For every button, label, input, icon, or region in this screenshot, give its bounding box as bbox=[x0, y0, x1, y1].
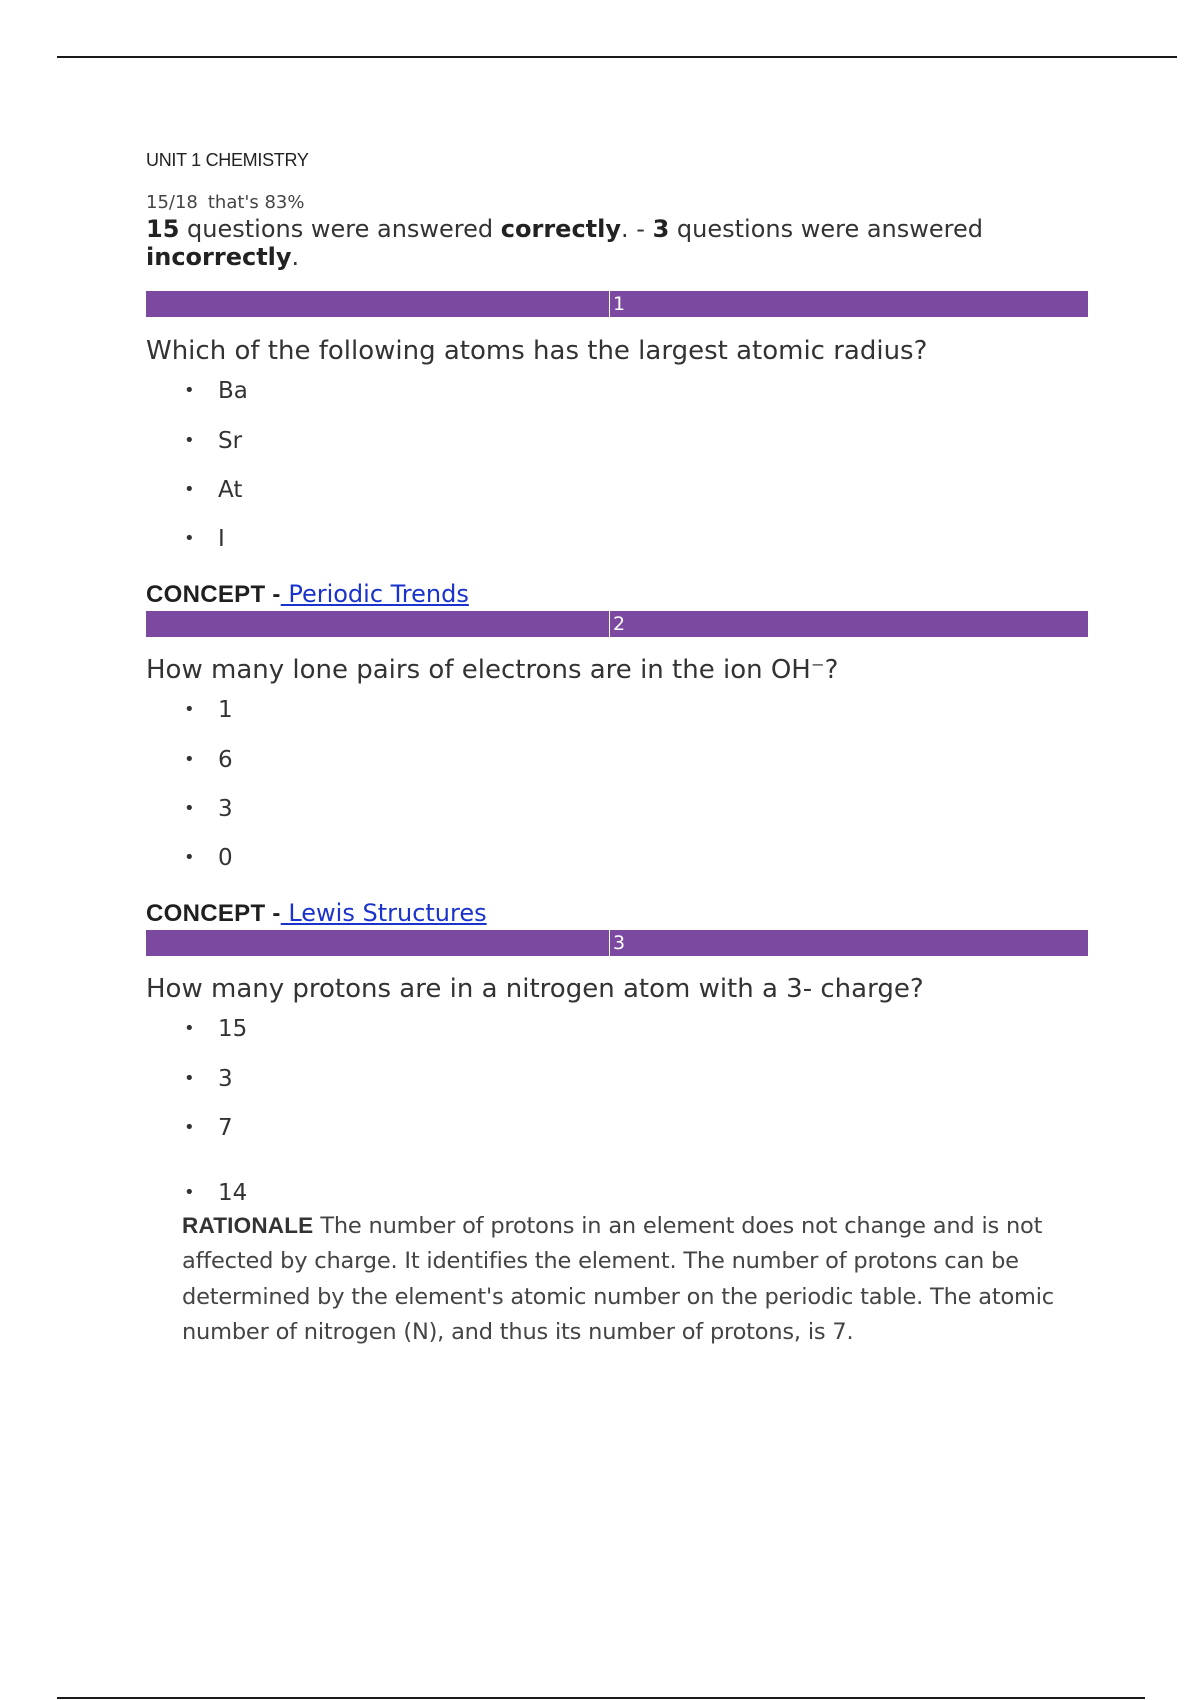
answer-option-label: At bbox=[218, 477, 243, 503]
bullet-icon: • bbox=[184, 479, 195, 500]
bullet-icon: • bbox=[184, 380, 195, 401]
bullet-icon: • bbox=[184, 528, 195, 549]
correct-count: 15 bbox=[146, 215, 180, 243]
footer-rule bbox=[57, 1697, 1145, 1699]
bullet-icon: • bbox=[184, 699, 195, 720]
bullet-icon: • bbox=[184, 1018, 195, 1039]
answer-option-label: 3 bbox=[218, 796, 233, 822]
results-summary bbox=[146, 215, 1046, 271]
question-header-bar bbox=[146, 930, 1088, 956]
answer-option-label: 14 bbox=[218, 1180, 248, 1206]
concept-link-lewis-structures[interactable]: Lewis Structures bbox=[280, 899, 487, 927]
answer-option bbox=[184, 845, 233, 871]
rationale-label: RATIONALE bbox=[182, 1213, 314, 1238]
answer-option-label: I bbox=[218, 526, 225, 552]
incorrect-word: incorrectly bbox=[146, 243, 292, 271]
bullet-icon: • bbox=[184, 430, 195, 451]
answer-option-label: 7 bbox=[218, 1115, 233, 1141]
concept-line bbox=[146, 899, 487, 928]
answer-option bbox=[184, 1066, 233, 1092]
score-fraction: 15/18 bbox=[146, 192, 198, 213]
answer-option-label: Sr bbox=[218, 428, 243, 454]
concept-label: CONCEPT - bbox=[146, 581, 281, 608]
answer-option-label: Ba bbox=[218, 378, 248, 404]
bullet-icon: • bbox=[184, 1182, 195, 1203]
question-number: 3 bbox=[609, 930, 625, 956]
question-header-bar bbox=[146, 291, 1088, 317]
answer-option-label: 1 bbox=[218, 697, 233, 723]
answer-option-label: 3 bbox=[218, 1066, 233, 1092]
answer-option bbox=[184, 526, 225, 552]
question-text: Which of the following atoms has the largest atomic radius? bbox=[146, 336, 928, 366]
answer-option bbox=[184, 1115, 233, 1141]
answer-option-label: 6 bbox=[218, 747, 233, 773]
summary-text: . - bbox=[621, 215, 653, 243]
document-title: UNIT 1 CHEMISTRY bbox=[146, 150, 309, 170]
summary-text: . bbox=[291, 243, 300, 271]
bullet-icon: • bbox=[184, 749, 195, 770]
answer-option-label: 0 bbox=[218, 845, 233, 871]
concept-line bbox=[146, 580, 469, 609]
question-text: How many lone pairs of electrons are in the ion OH⁻? bbox=[146, 655, 839, 685]
concept-link-periodic-trends[interactable]: Periodic Trends bbox=[280, 580, 469, 608]
question-text: How many protons are in a nitrogen atom with a 3- charge? bbox=[146, 974, 924, 1004]
score-percent: that's 83% bbox=[207, 192, 305, 213]
question-number: 1 bbox=[609, 291, 625, 317]
answer-option bbox=[184, 1016, 247, 1042]
bullet-icon: • bbox=[184, 1117, 195, 1138]
bullet-icon: • bbox=[184, 847, 195, 868]
rationale-text: The number of protons in an element does not change and is not affected by charge. It identifies the element. The number of protons can be determined by the element's atomic number on the periodic table. The atomic number of nitrogen (N), and thus its number of protons, is 7. bbox=[182, 1213, 1054, 1346]
score-line bbox=[146, 192, 304, 213]
answer-option bbox=[184, 796, 233, 822]
summary-text: questions were answered bbox=[179, 215, 501, 243]
question-number: 2 bbox=[609, 611, 625, 637]
answer-option bbox=[184, 697, 233, 723]
answer-option bbox=[184, 747, 233, 773]
bullet-icon: • bbox=[184, 798, 195, 819]
answer-option bbox=[184, 477, 242, 503]
correct-word: correctly bbox=[500, 215, 622, 243]
answer-option bbox=[184, 428, 242, 454]
answer-option bbox=[184, 378, 248, 404]
question-header-bar bbox=[146, 611, 1088, 637]
concept-label: CONCEPT - bbox=[146, 900, 281, 927]
rationale-block bbox=[182, 1208, 1062, 1351]
incorrect-count: 3 bbox=[652, 215, 670, 243]
summary-text: questions were answered bbox=[669, 215, 983, 243]
answer-option bbox=[184, 1180, 247, 1206]
answer-option-label: 15 bbox=[218, 1016, 248, 1042]
header-rule bbox=[57, 56, 1177, 58]
bullet-icon: • bbox=[184, 1068, 195, 1089]
